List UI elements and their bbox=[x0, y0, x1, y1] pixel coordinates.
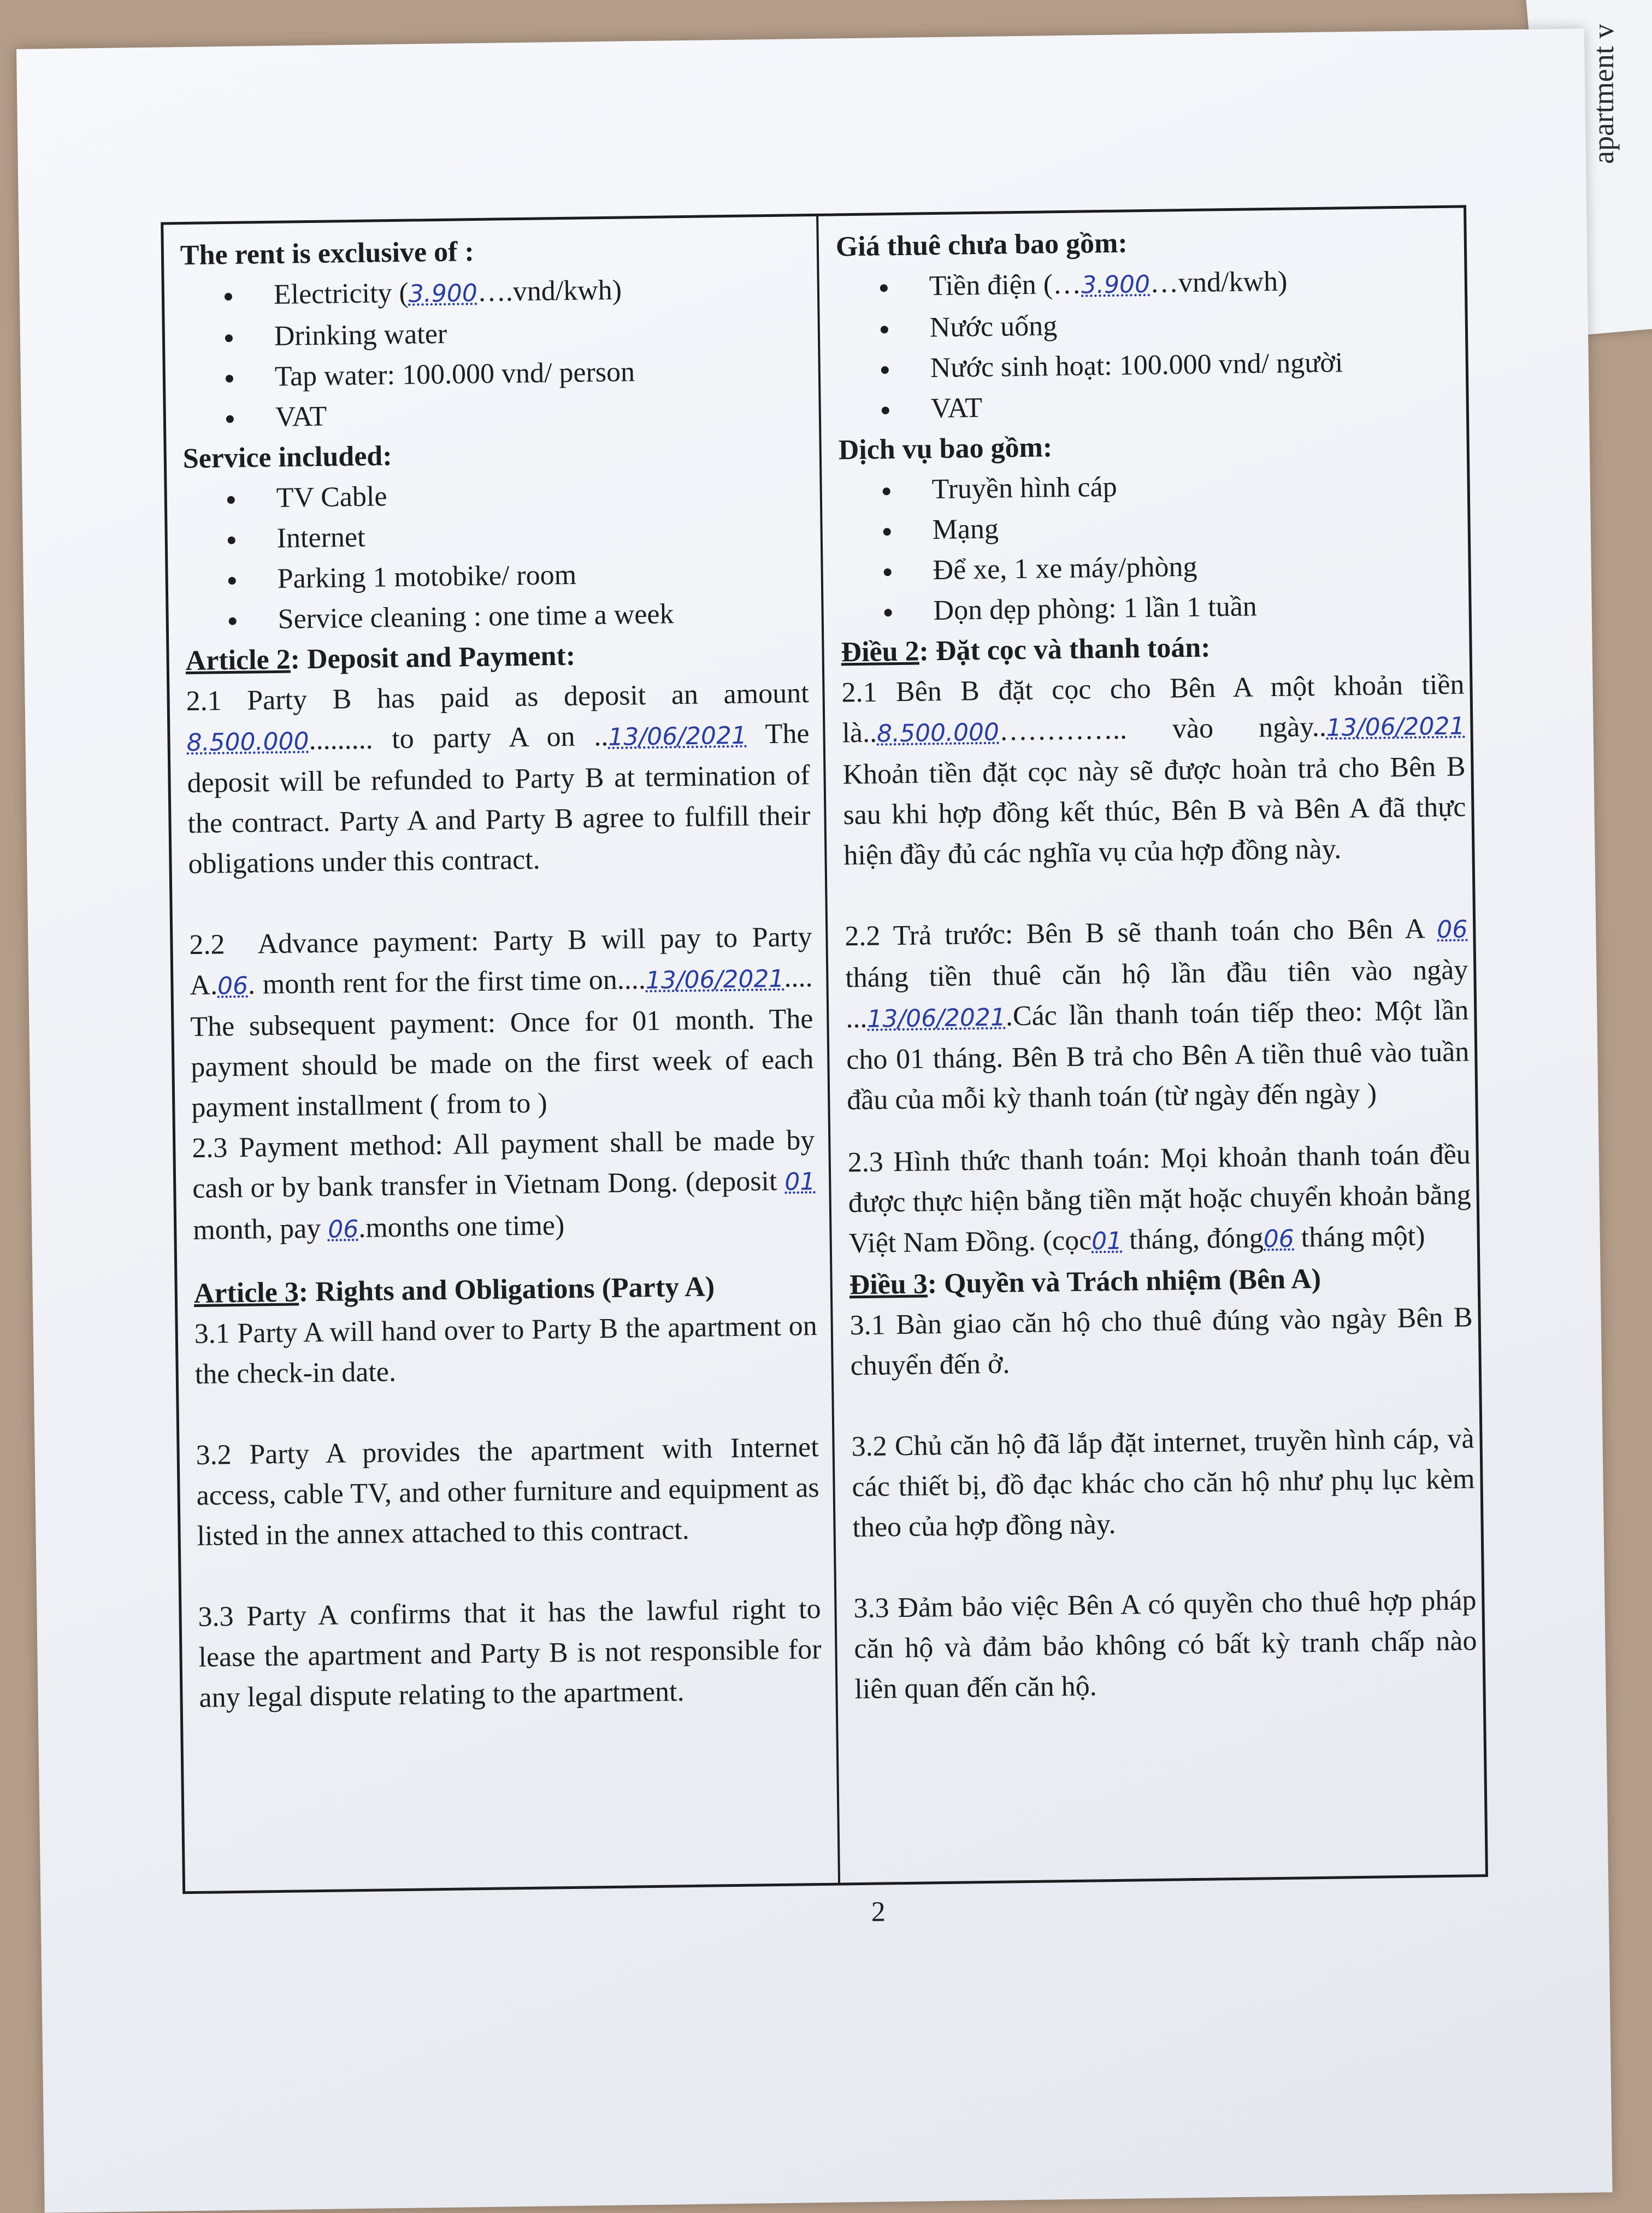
clause-text: The deposit will be refunded to Party B at termination of the contract. Party A and Party B agree to fulfill their obligations under this contract. bbox=[187, 718, 811, 880]
clause-text: Advance payment: Party B will pay to Party A. bbox=[190, 921, 812, 1001]
article-2-title: Article 2 bbox=[185, 644, 291, 677]
vietnamese-column bbox=[835, 219, 1479, 1871]
list-item: Internet bbox=[184, 511, 807, 560]
article-3-subtitle: : Quyền và Trách nhiệm (Bên A) bbox=[927, 1263, 1321, 1300]
article-2-subtitle: : Đặt cọc và thanh toán: bbox=[919, 632, 1211, 667]
page-number: 2 bbox=[871, 1896, 886, 1928]
list-item: VAT bbox=[182, 390, 805, 439]
handwritten-deposit-date: 13/06/2021 bbox=[607, 721, 747, 751]
clause-text: tháng, đóng bbox=[1122, 1222, 1264, 1256]
clause-text: . month rent for the first time on.... bbox=[247, 964, 646, 1000]
clause-2-1 bbox=[841, 664, 1467, 876]
handwritten-advance-date: 13/06/2021 bbox=[867, 1003, 1006, 1033]
article-2-subtitle: : Deposit and Payment: bbox=[290, 640, 576, 675]
clause-text: ………….. vào ngày.. bbox=[999, 711, 1327, 747]
clause-2-2 bbox=[189, 917, 815, 1128]
clause-3-1: 3.1 Bàn giao căn hộ cho thuê đúng vào ngày Bên B chuyển đến ở. bbox=[849, 1302, 1473, 1382]
clause-text: 2.2 Trả trước: Bên B sẽ thanh toán cho Bên A bbox=[845, 913, 1437, 952]
list-item: Service cleaning : one time a week bbox=[185, 592, 808, 641]
clause-3-2: 3.2 Party A provides the apartment with Internet access, cable TV, and other furniture and equipment as listed in the annex attached to this contract. bbox=[196, 1431, 819, 1552]
clause-text: .Các lần thanh toán tiếp theo: Một lần cho 01 tháng. Bên B trả cho Bên A tiền thuê vào tuần đầu của mỗi kỳ thanh toán (từ ngày đến ngày ) bbox=[846, 994, 1470, 1116]
handwritten-advance-date: 13/06/2021 bbox=[645, 964, 784, 995]
clause-text: tháng một) bbox=[1294, 1220, 1425, 1253]
list-item: Tap water: 100.000 vnd/ person bbox=[181, 350, 805, 398]
list-item: Dọn dẹp phòng: 1 lần 1 tuần bbox=[840, 584, 1464, 632]
service-included-heading: Dịch vụ bao gồm: bbox=[838, 432, 1053, 466]
service-list bbox=[839, 462, 1464, 632]
article-3-title: Article 3 bbox=[193, 1276, 299, 1309]
article-3-title: Điều 3 bbox=[849, 1268, 928, 1301]
clause-text: .... The subsequent payment: Once for 01 month. The payment should be made on the first week of each payment installment ( from to ) bbox=[190, 962, 814, 1123]
handwritten-deposit-months: 01 bbox=[1091, 1227, 1123, 1256]
electricity-unit: ….vnd/kwh) bbox=[477, 274, 622, 308]
background-sheet-line: apartment v bbox=[1587, 23, 1620, 164]
clause-2-3 bbox=[847, 1134, 1472, 1265]
electricity-label: Tiền điện (… bbox=[929, 268, 1082, 302]
clause-text: month, pay bbox=[192, 1213, 328, 1246]
handwritten-deposit-months: 01 bbox=[784, 1168, 816, 1196]
english-column bbox=[180, 227, 824, 1880]
article-2-title: Điều 2 bbox=[841, 635, 919, 668]
list-item: Nước sinh hoạt: 100.000 vnd/ người bbox=[837, 341, 1460, 390]
clause-text: 2.1 Bên B đặt cọc cho Bên A một khoản tiền là.. bbox=[841, 669, 1465, 749]
list-item: Parking 1 motobike/ room bbox=[184, 552, 807, 601]
clause-3-3: 3.3 Party A confirms that it has the lawful right to lease the apartment and Party B is not responsible for any legal dispute relating to the apartment. bbox=[198, 1593, 822, 1714]
clause-number: 2.2 bbox=[189, 929, 225, 961]
service-list bbox=[183, 471, 808, 641]
rent-exclusive-heading: The rent is exclusive of : bbox=[180, 236, 475, 272]
list-item: VAT bbox=[837, 381, 1461, 430]
rent-exclusive-heading: Giá thuê chưa bao gồm: bbox=[835, 227, 1128, 263]
exclusive-list bbox=[836, 259, 1461, 430]
exclusive-list bbox=[180, 268, 805, 439]
clause-text: .months one time) bbox=[358, 1210, 565, 1244]
list-item: Drinking water bbox=[181, 309, 804, 358]
handwritten-electricity-rate: 3.900 bbox=[1081, 270, 1150, 299]
clause-2-1 bbox=[186, 673, 811, 885]
bilingual-table bbox=[161, 205, 1488, 1894]
handwritten-electricity-rate: 3.900 bbox=[408, 279, 478, 308]
list-item: TV Cable bbox=[183, 471, 806, 520]
electricity-label: Electricity ( bbox=[273, 277, 409, 310]
contract-page bbox=[16, 28, 1613, 2212]
clause-2-2 bbox=[845, 908, 1470, 1121]
clause-3-2: 3.2 Chủ căn hộ đã lắp đặt internet, truyền hình cáp, và các thiết bị, đồ đạc khác cho căn hộ như phụ lục kèm theo của hợp đồng này. bbox=[851, 1423, 1475, 1544]
clause-text: 2.3 Payment method: All payment shall be made by cash or by bank transfer in Vietnam Dong. (deposit bbox=[191, 1125, 815, 1204]
clause-text: tháng tiền thuê căn hộ lần đầu tiên vào ngày ... bbox=[845, 954, 1468, 1034]
list-item: Mạng bbox=[839, 503, 1462, 551]
article-3-subtitle: : Rights and Obligations (Party A) bbox=[298, 1271, 715, 1308]
handwritten-advance-months: 06 bbox=[1436, 915, 1468, 944]
list-item: Để xe, 1 xe máy/phòng bbox=[840, 543, 1463, 592]
clause-text: ......... to party A on .. bbox=[309, 720, 609, 756]
clause-2-3 bbox=[192, 1120, 816, 1252]
list-item: Nước uống bbox=[836, 301, 1460, 349]
handwritten-pay-months: 06 bbox=[327, 1215, 359, 1244]
clause-text: 2.1 Party B has paid as deposit an amount bbox=[186, 678, 809, 717]
clause-3-1: 3.1 Party A will hand over to Party B the apartment on the check-in date. bbox=[194, 1310, 818, 1390]
electricity-unit: …vnd/kwh) bbox=[1149, 266, 1288, 299]
handwritten-pay-months: 06 bbox=[1263, 1225, 1295, 1253]
clause-text: Khoản tiền đặt cọc này sẽ được hoàn trả cho Bên B sau khi hợp đồng kết thúc, Bên B và Bên A đã thực hiện đầy đủ các nghĩa vụ của hợp đồng này. bbox=[842, 751, 1466, 872]
clause-text: 2.3 Hình thức thanh toán: Mọi khoản thanh toán đều được thực hiện bằng tiền mặt hoặc chuyển khoản bằng Việt Nam Đồng. (cọc bbox=[847, 1139, 1472, 1259]
handwritten-advance-months: 06 bbox=[217, 972, 249, 1000]
clause-3-3: 3.3 Đảm bảo việc Bên A có quyền cho thuê hợp pháp căn hộ và đảm bảo không có bất kỳ tranh chấp nào liên quan đến căn hộ. bbox=[853, 1585, 1477, 1705]
handwritten-deposit-date: 13/06/2021 bbox=[1326, 712, 1465, 742]
handwritten-deposit-amount: 8.500.000 bbox=[876, 718, 1000, 748]
list-item: Truyền hình cáp bbox=[839, 462, 1462, 511]
service-included-heading: Service included: bbox=[182, 440, 392, 475]
handwritten-deposit-amount: 8.500.000 bbox=[186, 727, 309, 757]
